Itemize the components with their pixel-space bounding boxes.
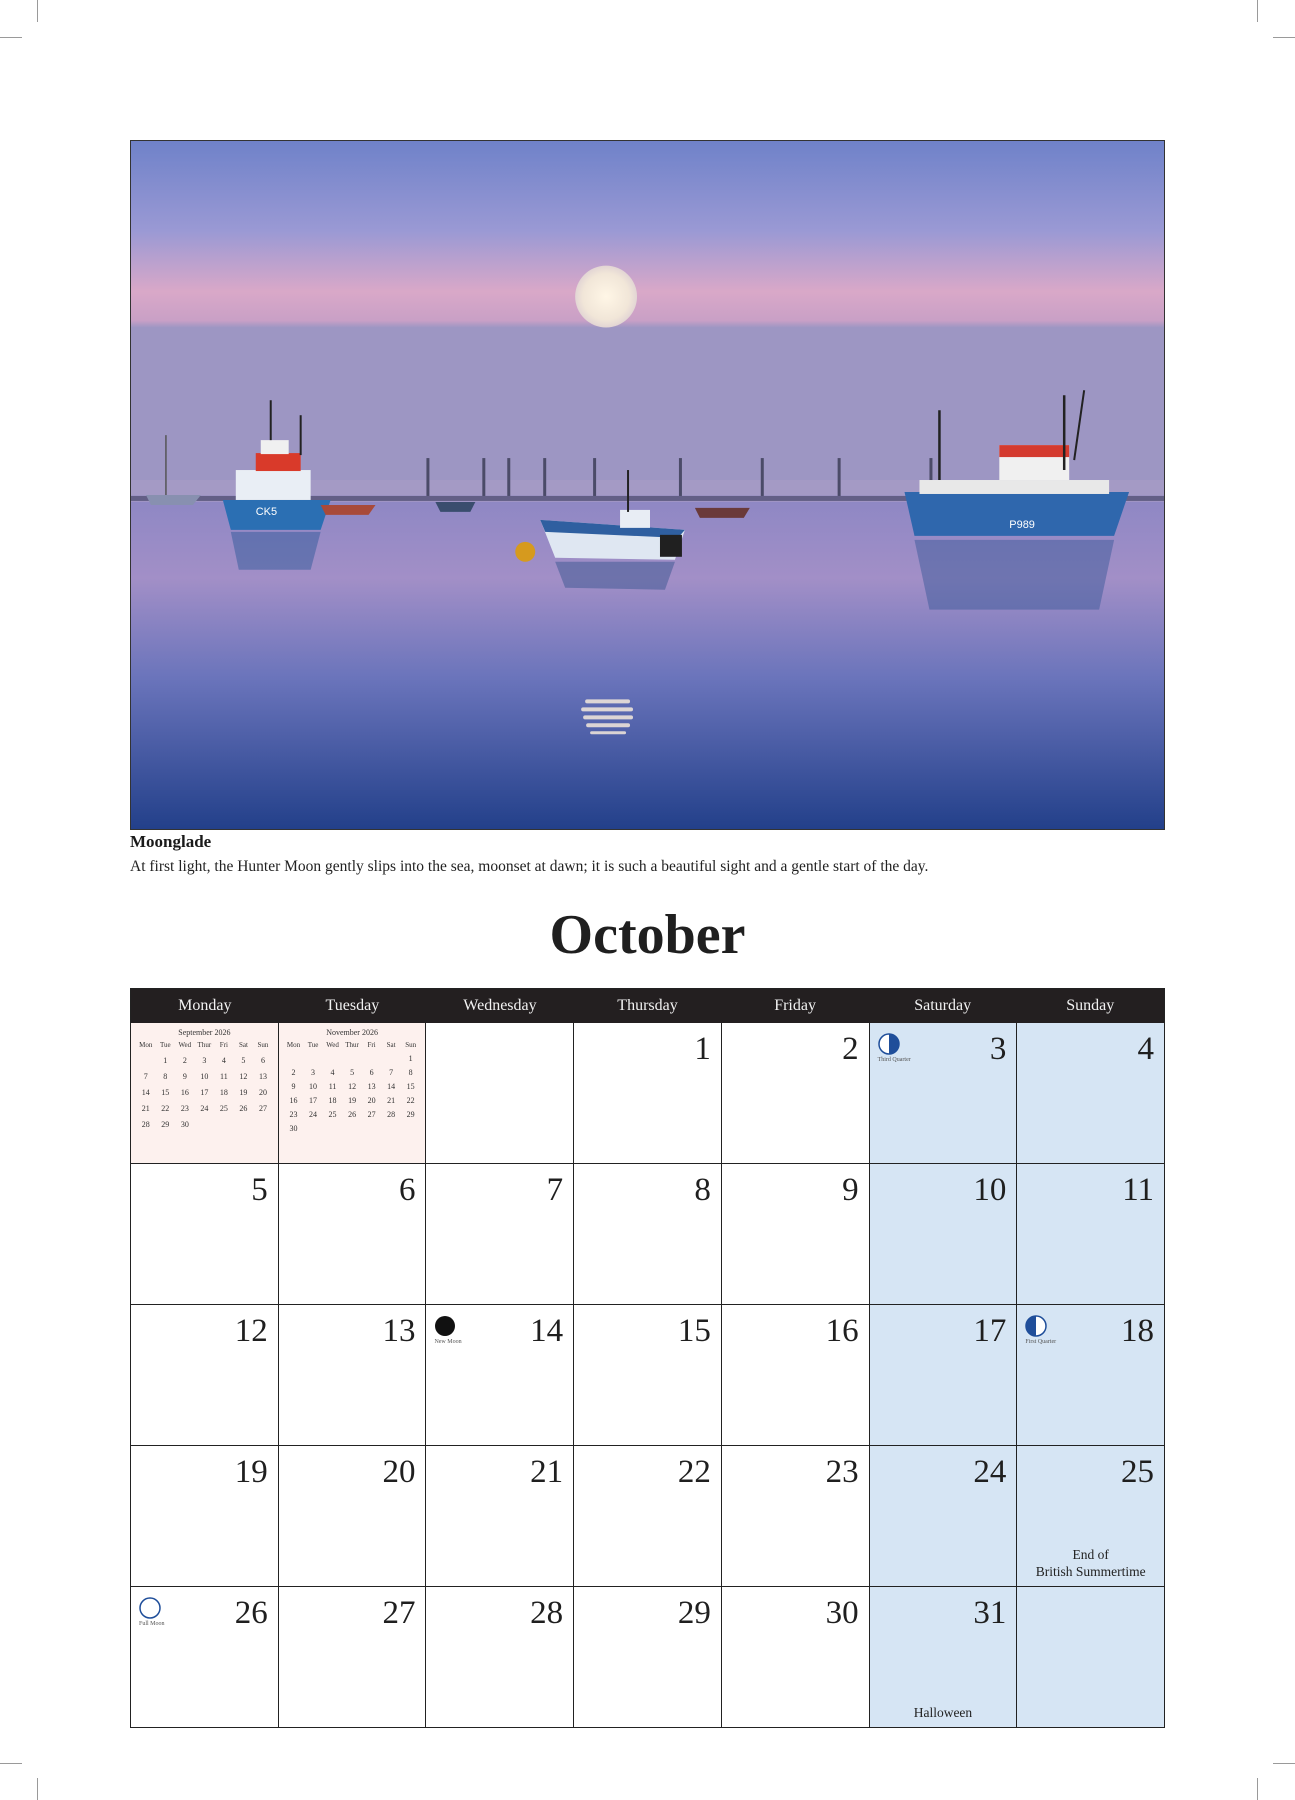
mini-calendar-day: 14: [387, 1082, 396, 1091]
crop-mark: [1257, 0, 1258, 22]
weekday-friday: Friday: [774, 997, 816, 1014]
day-number: 21: [530, 1454, 564, 1490]
mini-calendar-day: 26: [348, 1110, 357, 1119]
day-cell[interactable]: [573, 1023, 721, 1163]
mini-calendar-day: [195, 1120, 215, 1129]
mini-calendar-day: 19: [239, 1088, 248, 1097]
mini-calendar-day: 6: [260, 1056, 265, 1065]
day-cell[interactable]: [721, 1587, 869, 1727]
mini-calendar-day: [136, 1056, 156, 1065]
mini-calendar-day: 10: [200, 1072, 209, 1081]
day-cell[interactable]: [573, 1305, 721, 1445]
day-cell-empty: [1016, 1587, 1164, 1727]
mini-calendar-day: 22: [406, 1096, 415, 1105]
svg-text:CK5: CK5: [255, 505, 278, 518]
mini-calendar-day: 12: [348, 1082, 357, 1091]
mini-calendar-day: 18: [328, 1096, 337, 1105]
mini-calendar-day: [253, 1120, 273, 1129]
event-halloween: [870, 1704, 1017, 1721]
mini-calendar-grid: [136, 1041, 273, 1129]
day-cell[interactable]: [278, 1446, 426, 1586]
calendar-week: [131, 1023, 1164, 1163]
day-cell[interactable]: [573, 1164, 721, 1304]
mini-calendar-day: 6: [369, 1068, 374, 1077]
weekday-monday: Monday: [178, 997, 232, 1014]
mini-calendar-day: 25: [219, 1104, 228, 1113]
crop-mark: [0, 37, 22, 38]
mini-calendar-day: 8: [163, 1072, 168, 1081]
crop-mark: [37, 1778, 38, 1800]
mini-calendar-weekday: Thur: [345, 1041, 359, 1049]
month-title: October: [549, 904, 746, 966]
day-cell[interactable]: [869, 1305, 1017, 1445]
day-cell[interactable]: [721, 1164, 869, 1304]
day-number: 14: [530, 1313, 564, 1349]
day-cell[interactable]: [869, 1587, 1017, 1727]
mini-calendar-day: [303, 1054, 323, 1063]
day-number: 6: [398, 1172, 416, 1208]
mini-calendar-day: 5: [241, 1056, 246, 1065]
event-end-british-summertime: [1017, 1546, 1164, 1580]
mini-calendar-day: [303, 1124, 323, 1133]
day-cell[interactable]: [721, 1305, 869, 1445]
mini-calendar-day: 26: [239, 1104, 248, 1113]
mini-calendar-title: September 2026: [178, 1028, 231, 1037]
event-label: End of: [1072, 1547, 1109, 1562]
mini-calendar-day: 16: [289, 1096, 298, 1105]
day-number: 15: [677, 1313, 711, 1349]
day-number: 2: [842, 1031, 859, 1067]
day-cell[interactable]: [131, 1446, 278, 1586]
mini-calendar-day: 20: [258, 1088, 267, 1097]
mini-calendar-day: 4: [221, 1056, 226, 1065]
day-number: 25: [1121, 1454, 1155, 1490]
crop-mark: [0, 1763, 22, 1764]
day-number: 4: [1137, 1031, 1155, 1067]
mini-calendar-day: 27: [367, 1110, 376, 1119]
mini-calendar-day: [234, 1120, 254, 1129]
mini-calendar-day: 21: [141, 1104, 150, 1113]
mini-calendar-day: 28: [387, 1110, 396, 1119]
mini-calendar-day: 14: [141, 1088, 150, 1097]
day-cell[interactable]: [278, 1305, 426, 1445]
day-cell[interactable]: [573, 1446, 721, 1586]
mini-calendar-day: 24: [200, 1104, 209, 1113]
mini-calendar-weekday: Sat: [238, 1041, 248, 1049]
mini-calendar-day: 2: [182, 1056, 187, 1065]
mini-calendar-weekday: Sun: [257, 1041, 269, 1049]
full-moon-icon: [139, 1597, 161, 1619]
photo-caption-text: At first light, the Hunter Moon gently slips into the sea, moonset at dawn; it is such a beautiful sight and a gentle start of the day.: [130, 858, 929, 875]
mini-calendar-day: 22: [161, 1104, 170, 1113]
mini-calendar-day: 30: [180, 1120, 189, 1129]
harbour-moonset-photo: [130, 140, 1165, 830]
mini-calendar-day: 9: [291, 1082, 296, 1091]
third-quarter-moon-icon: [878, 1033, 900, 1055]
calendar-week: [131, 1163, 1164, 1304]
mini-calendar-weekday: Tue: [307, 1041, 319, 1049]
day-cell[interactable]: [1016, 1023, 1164, 1163]
mini-calendar-weekday: Wed: [178, 1041, 192, 1049]
mini-calendar-weekday: Sat: [386, 1041, 396, 1049]
mini-calendar-november: [278, 1023, 426, 1163]
mini-calendar-weekday: Tue: [159, 1041, 171, 1049]
mini-calendar-day: 29: [406, 1110, 415, 1119]
mini-calendar-day: [284, 1054, 304, 1063]
mini-calendar-day: 20: [367, 1096, 376, 1105]
day-number: 8: [694, 1172, 711, 1208]
event-label: Halloween: [913, 1705, 973, 1720]
day-cell[interactable]: [721, 1023, 869, 1163]
day-number: 22: [677, 1454, 711, 1490]
mini-calendar-day: 30: [289, 1124, 298, 1133]
day-cell[interactable]: [573, 1587, 721, 1727]
mini-calendar-day: 3: [311, 1068, 316, 1077]
first-quarter-moon-icon: [1025, 1315, 1047, 1337]
calendar-week: [131, 1445, 1164, 1586]
weekday-sunday: Sunday: [1066, 997, 1115, 1014]
mini-calendar-day: 3: [202, 1056, 207, 1065]
moon-phase-label: Third Quarter: [877, 1057, 911, 1063]
day-number: 19: [234, 1454, 268, 1490]
mini-calendar-day: 18: [219, 1088, 228, 1097]
day-number: 7: [546, 1172, 564, 1208]
event-label: British Summertime: [1035, 1564, 1146, 1579]
mini-calendar-day: 15: [161, 1088, 170, 1097]
day-number: 30: [825, 1595, 859, 1631]
mini-calendar-day: 23: [289, 1110, 298, 1119]
day-cell-empty: [425, 1023, 573, 1163]
mini-calendar-weekday: Fri: [367, 1041, 376, 1049]
mini-calendar-day: 10: [309, 1082, 318, 1091]
day-cell[interactable]: [425, 1305, 573, 1445]
mini-calendar-day: 8: [408, 1068, 413, 1077]
mini-calendar-day: 11: [220, 1072, 228, 1081]
calendar-week: [131, 1586, 1164, 1727]
mini-calendar-day: [401, 1124, 421, 1133]
month-calendar: [130, 988, 1165, 1728]
mini-calendar-day: 7: [389, 1068, 394, 1077]
day-number: 26: [234, 1595, 268, 1631]
mini-calendar-day: [323, 1054, 343, 1063]
day-number: 28: [530, 1595, 564, 1631]
day-number: 24: [973, 1454, 1007, 1490]
mini-calendar-day: 25: [328, 1110, 337, 1119]
day-number: 5: [251, 1172, 268, 1208]
day-number: 31: [973, 1595, 1007, 1631]
day-cell[interactable]: [869, 1446, 1017, 1586]
mini-calendar-day: [214, 1120, 234, 1129]
mini-calendar-title: November 2026: [326, 1028, 378, 1037]
mini-calendar-day: 1: [163, 1056, 168, 1065]
mini-calendar-day: 12: [239, 1072, 248, 1081]
mini-calendar-day: 17: [200, 1088, 209, 1097]
mini-calendar-day: 2: [291, 1068, 296, 1077]
mini-calendar-day: 11: [328, 1082, 337, 1091]
mini-calendar-weekday: Thur: [197, 1041, 212, 1049]
mini-calendar-day: [381, 1054, 401, 1063]
mini-calendar-day: 9: [182, 1072, 187, 1081]
day-number: 9: [842, 1172, 859, 1208]
mini-calendar-day: 29: [161, 1120, 170, 1129]
mini-calendar-day: 7: [143, 1072, 148, 1081]
mini-calendar-day: [323, 1124, 343, 1133]
mini-calendar-day: 17: [309, 1096, 318, 1105]
crop-mark: [1273, 1763, 1295, 1764]
crop-mark: [37, 0, 38, 22]
mini-calendar-day: [381, 1124, 401, 1133]
day-number: 11: [1122, 1172, 1155, 1208]
svg-text:P989: P989: [1009, 518, 1035, 531]
weekday-thursday: Thursday: [617, 997, 678, 1014]
mini-calendar-grid: [284, 1041, 421, 1133]
day-number: 13: [382, 1313, 416, 1349]
mini-calendar-weekday: Sun: [405, 1041, 417, 1049]
day-cell[interactable]: [1016, 1446, 1164, 1586]
day-cell[interactable]: [869, 1023, 1017, 1163]
mini-calendar-day: 27: [258, 1104, 267, 1113]
crop-mark: [1257, 1778, 1258, 1800]
mini-calendar-day: 21: [387, 1096, 396, 1105]
day-number: 3: [989, 1031, 1007, 1067]
mini-calendar-day: [362, 1054, 382, 1063]
mini-calendar-day: 15: [406, 1082, 415, 1091]
mini-calendar-day: 16: [180, 1088, 189, 1097]
day-cell[interactable]: [425, 1587, 573, 1727]
weekday-wednesday: Wednesday: [463, 997, 537, 1014]
moon-phase-label: First Quarter: [1025, 1339, 1057, 1345]
mini-calendar-day: 13: [258, 1072, 267, 1081]
mini-calendar-day: 1: [408, 1054, 413, 1063]
new-moon-icon: [434, 1315, 456, 1337]
day-number: 27: [382, 1595, 416, 1631]
day-cell[interactable]: [1016, 1164, 1164, 1304]
moon-phase-label: New Moon: [434, 1339, 462, 1345]
mini-calendar-day: 24: [309, 1110, 318, 1119]
mini-calendar-day: [362, 1124, 382, 1133]
mini-calendar-weekday: Fri: [219, 1041, 228, 1049]
mini-calendar-day: [342, 1054, 362, 1063]
weekday-header-row: [131, 989, 1164, 1023]
day-number: 23: [825, 1454, 859, 1490]
mini-calendar-september: [131, 1023, 278, 1163]
day-number: 17: [973, 1313, 1007, 1349]
mini-calendar-weekday: Wed: [326, 1041, 339, 1049]
day-cell[interactable]: [425, 1164, 573, 1304]
weekday-saturday: Saturday: [914, 997, 972, 1014]
day-cell[interactable]: [131, 1587, 278, 1727]
day-number: 12: [234, 1313, 268, 1349]
mini-calendar-day: 13: [367, 1082, 376, 1091]
mini-calendar-day: 19: [348, 1096, 357, 1105]
mini-calendar-weekday: Mon: [286, 1041, 301, 1049]
photo-caption-title: Moonglade: [130, 832, 212, 851]
moon-phase-label: Full Moon: [139, 1621, 165, 1627]
day-cell[interactable]: [131, 1164, 278, 1304]
crop-mark: [1273, 37, 1295, 38]
day-cell[interactable]: [1016, 1305, 1164, 1445]
mini-calendar-day: [342, 1124, 362, 1133]
mini-calendar-day: 28: [141, 1120, 150, 1129]
day-number: 18: [1121, 1313, 1155, 1349]
day-cell[interactable]: [131, 1305, 278, 1445]
day-cell[interactable]: [278, 1164, 426, 1304]
day-number: 1: [694, 1031, 711, 1067]
day-number: 16: [825, 1313, 859, 1349]
mini-calendar-day: 23: [180, 1104, 189, 1113]
day-cell[interactable]: [721, 1446, 869, 1586]
mini-calendar-day: 5: [350, 1068, 355, 1077]
day-number: 20: [382, 1454, 416, 1490]
day-cell[interactable]: [278, 1587, 426, 1727]
day-number: 29: [677, 1595, 711, 1631]
weekday-tuesday: Tuesday: [325, 997, 380, 1014]
day-cell[interactable]: [869, 1164, 1017, 1304]
day-cell[interactable]: [425, 1446, 573, 1586]
mini-calendar-weekday: Mon: [139, 1041, 153, 1049]
day-number: 10: [973, 1172, 1007, 1208]
mini-calendar-day: 4: [330, 1068, 335, 1077]
calendar-week: [131, 1304, 1164, 1445]
